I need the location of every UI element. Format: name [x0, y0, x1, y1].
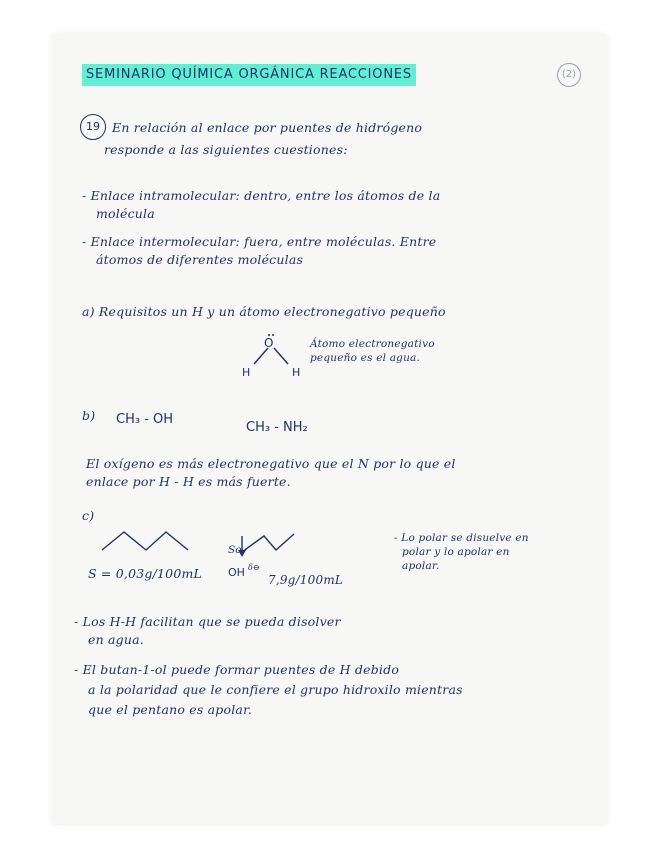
- part-b-line-1: El oxígeno es más electronegativo que el N por lo que el: [86, 456, 456, 471]
- conclusion-1-line-1: - Los H-H facilitan que se pueda disolver: [74, 614, 341, 629]
- part-a-note-line-2: pequeño es el agua.: [310, 352, 421, 364]
- part-c-note-line-3: apolar.: [402, 560, 440, 572]
- question-number: 19: [80, 114, 106, 140]
- conclusion-2-line-1: - El butan-1-ol puede formar puentes de H debido: [74, 662, 400, 677]
- question-line-2: responde a las siguientes cuestiones:: [104, 142, 348, 157]
- butanol-solubility: 7,9g/100mL: [268, 573, 344, 587]
- water-oxygen-atom: O: [264, 336, 274, 350]
- conclusion-1-line-2: en agua.: [88, 632, 144, 647]
- part-a-note-line-1: Átomo electronegativo: [310, 338, 435, 350]
- water-hydrogen-left: H: [242, 366, 251, 379]
- conclusion-2-line-3: que el pentano es apolar.: [88, 702, 253, 717]
- part-c-note-line-2: polar y lo apolar en: [402, 546, 510, 558]
- delta-negative-label: δ⊖: [248, 563, 260, 572]
- hydroxyl-label: OH: [228, 566, 245, 579]
- water-hydrogen-right: H: [292, 366, 301, 379]
- methanol-formula: CH₃ - OH: [116, 412, 174, 427]
- question-line-1: En relación al enlace por puentes de hidrógeno: [112, 120, 423, 135]
- definition-intra-line-1: - Enlace intramolecular: dentro, entre los átomos de la: [82, 188, 441, 203]
- methylamine-formula: CH₃ - NH₂: [246, 420, 308, 435]
- part-a-text: a) Requisitos un H y un átomo electronegativo pequeño: [82, 304, 446, 319]
- conclusion-2-line-2: a la polaridad que le confiere el grupo hidroxilo mientras: [88, 682, 463, 697]
- page-number-badge: (2): [557, 63, 581, 87]
- pentane-skeletal-diagram: [100, 528, 190, 554]
- part-b-label: b): [82, 408, 96, 423]
- part-b-line-2: enlace por H - H es más fuerte.: [86, 474, 291, 489]
- definition-inter-line-2: átomos de diferentes moléculas: [96, 252, 304, 267]
- part-c-note-line-1: - Lo polar se disuelve en: [394, 532, 529, 544]
- pentane-solubility: S = 0,03g/100mL: [88, 566, 203, 581]
- definition-intra-line-2: molécula: [96, 206, 155, 221]
- page-title: SEMINARIO QUÍMICA ORGÁNICA REACCIONES: [82, 64, 416, 86]
- definition-inter-line-1: - Enlace intermolecular: fuera, entre moléculas. Entre: [82, 234, 437, 249]
- so-label: So: [228, 544, 242, 556]
- part-c-label: c): [82, 508, 95, 523]
